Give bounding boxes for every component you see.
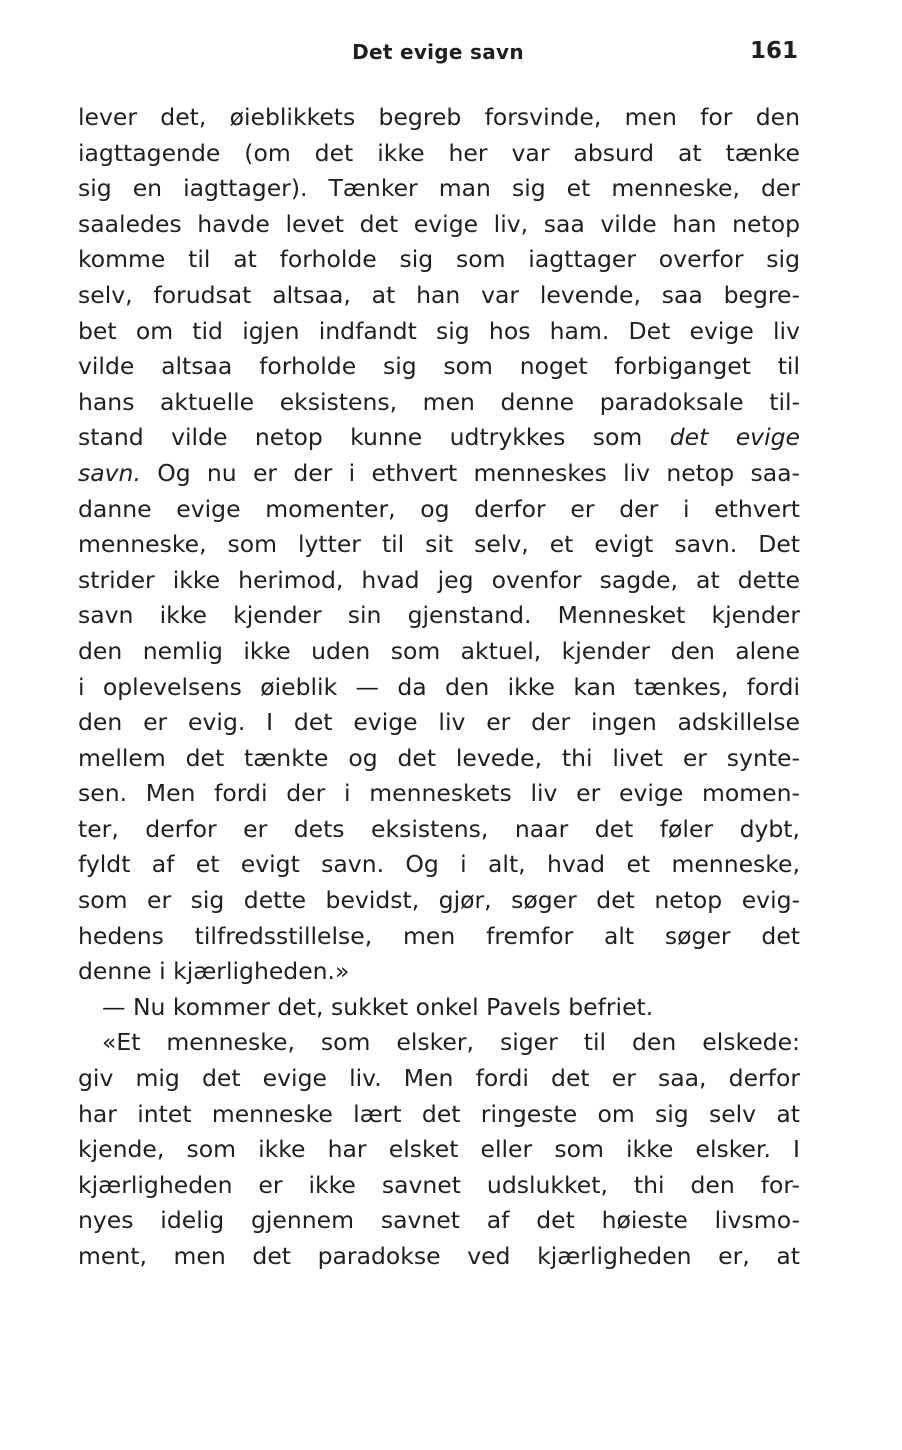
text-line [78, 420, 800, 456]
text-line: ment, men det paradokse ved kjærligheden er, at [78, 1242, 800, 1270]
text-line: selv, forudsat altsaa, at han var levende, saa begre- [78, 280, 800, 309]
text-segment: Og nu er der i ethvert menneskes liv netop saa- [140, 458, 800, 487]
text-line: fyldt af et evigt savn. Og i alt, hvad et menneske, [78, 850, 800, 879]
text-line: strider ikke herimod, hvad jeg ovenfor sagde, at dette [78, 565, 800, 594]
text-line: sen. Men fordi der i menneskets liv er evige momen- [78, 779, 800, 808]
running-title: Det evige savn [352, 40, 524, 64]
text-segment: stand vilde netop kunne udtrykkes som [78, 423, 670, 452]
text-line: — Nu kommer det, sukket onkel Pavels befriet. [102, 992, 654, 1021]
italic-phrase: savn. [78, 458, 141, 487]
text-line: kjende, som ikke har elsket eller som ikke elsker. I [78, 1135, 800, 1164]
page-number: 161 [749, 38, 798, 64]
running-head [78, 40, 798, 76]
text-line: bet om tid igjen indfandt sig hos ham. Det evige liv [78, 316, 800, 345]
text-line: som er sig dette bevidst, gjør, søger det netop evig- [78, 886, 800, 915]
text-line: nyes idelig gjennem savnet af det høieste livsmo- [78, 1206, 800, 1235]
text-line: danne evige momenter, og derfor er der i ethvert [78, 494, 800, 523]
text-line: den er evig. I det evige liv er der ingen adskillelse [78, 708, 800, 737]
text-line: den nemlig ikke uden som aktuel, kjender den alene [78, 636, 800, 665]
text-line: hedens tilfredsstillelse, men fremfor alt søger det [78, 921, 800, 950]
text-line: denne i kjærligheden.» [78, 957, 350, 986]
text-line: ter, derfor er dets eksistens, naar det føler dybt, [78, 814, 800, 843]
text-line: menneske, som lytter til sit selv, et evigt savn. Det [78, 530, 800, 559]
text-line: sig en iagttager). Tænker man sig et menneske, der [78, 174, 800, 203]
text-line: vilde altsaa forholde sig som noget forbiganget til [78, 352, 800, 381]
text-line [78, 456, 800, 492]
text-line: savn ikke kjender sin gjenstand. Mennesket kjender [78, 601, 800, 630]
text-line: mellem det tænkte og det levede, thi livet er synte- [78, 743, 800, 772]
italic-phrase: det evige [669, 423, 800, 452]
text-line: i oplevelsens øieblik — da den ikke kan tænkes, fordi [78, 672, 800, 701]
body-text [78, 100, 800, 1275]
text-line: «Et menneske, som elsker, siger til den elskede: [102, 1028, 800, 1057]
text-line: har intet menneske lært det ringeste om sig selv at [78, 1099, 800, 1128]
text-line: saaledes havde levet det evige liv, saa vilde han netop [78, 209, 800, 238]
text-line: komme til at forholde sig som iagttager overfor sig [78, 245, 800, 274]
text-line: kjærligheden er ikke savnet udslukket, thi den for- [78, 1170, 800, 1199]
text-line: lever det, øieblikkets begreb forsvinde, men for den [78, 103, 800, 131]
text-line: hans aktuelle eksistens, men denne paradoksale til- [78, 387, 800, 416]
text-line: iagttagende (om det ikke her var absurd at tænke [78, 138, 800, 167]
text-line: giv mig det evige liv. Men fordi det er saa, derfor [78, 1064, 800, 1093]
